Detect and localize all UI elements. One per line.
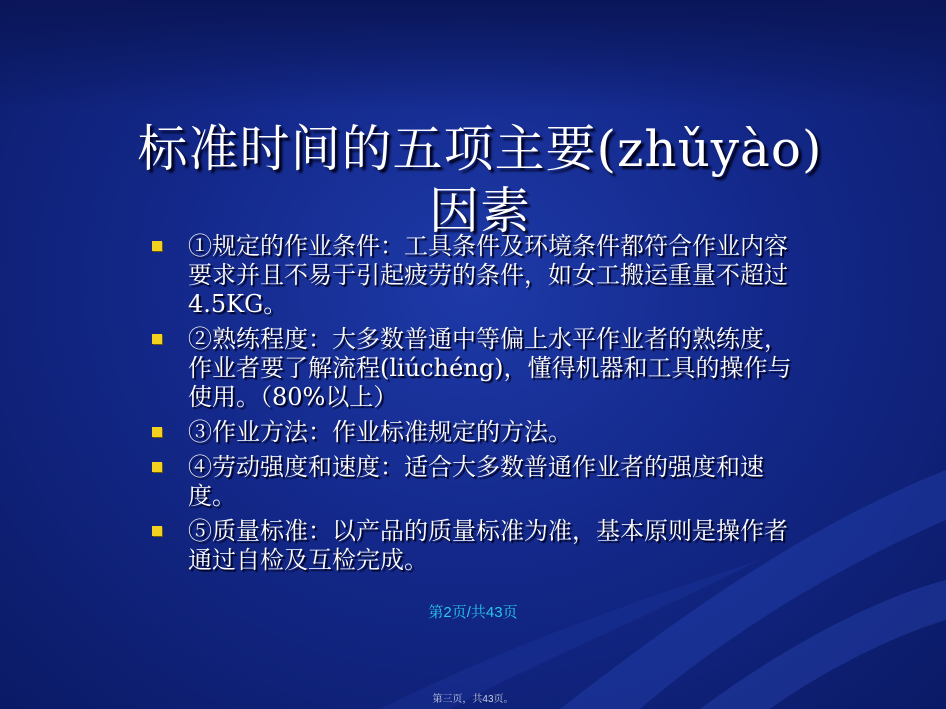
square-bullet-icon [152, 526, 162, 536]
square-bullet-icon [152, 241, 162, 251]
bullet-text: ②熟练程度：大多数普通中等偏上水平作业者的熟练度，作业者要了解流程(liúchéng)，懂得机器和工具的操作与使用。（80%以上） [188, 325, 792, 411]
bullet-item [150, 453, 800, 511]
bullet-item [150, 517, 800, 575]
square-bullet-icon [152, 427, 162, 437]
bullet-text: ⑤质量标准：以产品的质量标准为准，基本原则是操作者通过自检及互检完成。 [188, 517, 788, 574]
page-number: 第2页/共43页 [428, 604, 518, 621]
square-bullet-icon [152, 462, 162, 472]
bullet-text: ④劳动强度和速度：适合大多数普通作业者的强度和速度。 [188, 453, 764, 510]
bullet-item [150, 232, 800, 319]
bullet-item [150, 325, 800, 412]
bullet-list [150, 232, 800, 581]
slide-title: 标准时间的五项主要(zhǔyào)因素 [137, 120, 823, 240]
bullet-text: ③作业方法：作业标准规定的方法。 [188, 418, 572, 446]
footer-note: 第三页，共43页。 [432, 694, 514, 705]
bullet-item [150, 418, 800, 447]
square-bullet-icon [152, 334, 162, 344]
bullet-text: ①规定的作业条件：工具条件及环境条件都符合作业内容要求并且不易于引起疲劳的条件，如女工搬运重量不超过4.5KG。 [188, 232, 788, 318]
